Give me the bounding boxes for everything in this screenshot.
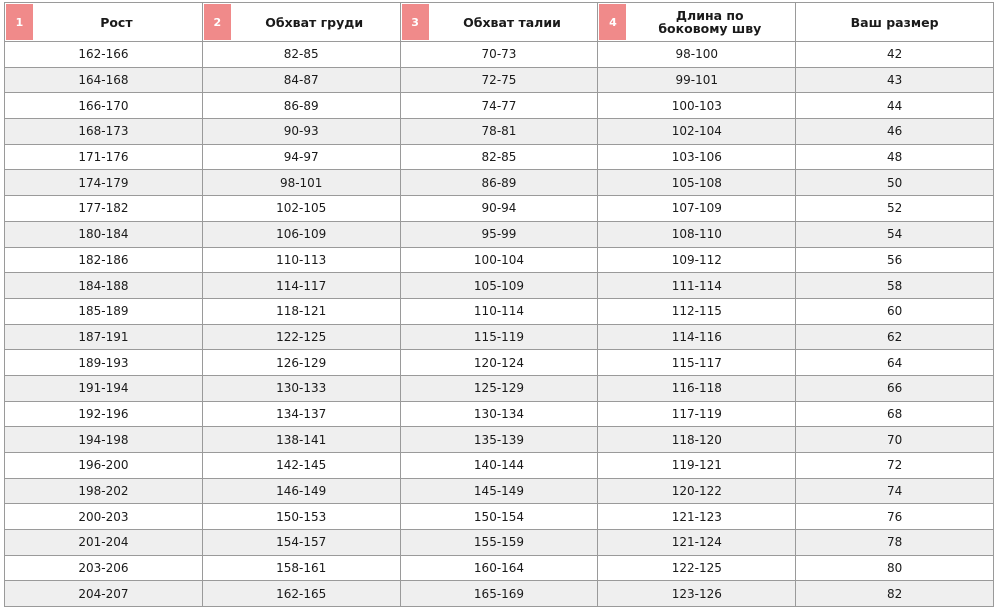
table-row [5, 375, 994, 401]
cell-waist: 120-124 [400, 350, 598, 376]
cell-chest: 122-125 [202, 324, 400, 350]
cell-waist: 150-154 [400, 504, 598, 530]
cell-side-seam: 117-119 [598, 401, 796, 427]
cell-size: 46 [796, 119, 994, 145]
cell-size: 70 [796, 427, 994, 453]
column-header-size [796, 3, 994, 42]
cell-waist: 70-73 [400, 42, 598, 68]
cell-size: 42 [796, 42, 994, 68]
cell-height: 204-207 [5, 581, 203, 607]
cell-size: 80 [796, 555, 994, 581]
cell-side-seam: 109-112 [598, 247, 796, 273]
cell-height: 194-198 [5, 427, 203, 453]
table-body [5, 42, 994, 607]
cell-chest: 84-87 [202, 67, 400, 93]
column-header-waist [400, 3, 598, 42]
cell-size: 72 [796, 453, 994, 479]
table-row [5, 427, 994, 453]
size-chart-table [4, 2, 994, 607]
cell-height: 198-202 [5, 478, 203, 504]
cell-height: 192-196 [5, 401, 203, 427]
cell-side-seam: 98-100 [598, 42, 796, 68]
cell-side-seam: 123-126 [598, 581, 796, 607]
cell-side-seam: 99-101 [598, 67, 796, 93]
cell-chest: 110-113 [202, 247, 400, 273]
cell-side-seam: 102-104 [598, 119, 796, 145]
table-row [5, 119, 994, 145]
cell-waist: 125-129 [400, 375, 598, 401]
cell-height: 182-186 [5, 247, 203, 273]
cell-size: 60 [796, 298, 994, 324]
table-header [5, 3, 994, 42]
cell-height: 184-188 [5, 273, 203, 299]
cell-size: 43 [796, 67, 994, 93]
column-number-badge: 3 [402, 4, 429, 40]
table-row [5, 196, 994, 222]
cell-size: 58 [796, 273, 994, 299]
cell-waist: 155-159 [400, 530, 598, 556]
cell-side-seam: 112-115 [598, 298, 796, 324]
table-row [5, 247, 994, 273]
cell-size: 74 [796, 478, 994, 504]
table-row [5, 93, 994, 119]
column-number-badge: 2 [204, 4, 231, 40]
cell-chest: 142-145 [202, 453, 400, 479]
table-row [5, 581, 994, 607]
cell-chest: 94-97 [202, 144, 400, 170]
cell-side-seam: 100-103 [598, 93, 796, 119]
cell-height: 174-179 [5, 170, 203, 196]
cell-waist: 86-89 [400, 170, 598, 196]
table-row [5, 273, 994, 299]
cell-chest: 98-101 [202, 170, 400, 196]
cell-size: 50 [796, 170, 994, 196]
cell-waist: 145-149 [400, 478, 598, 504]
cell-chest: 134-137 [202, 401, 400, 427]
cell-side-seam: 108-110 [598, 221, 796, 247]
cell-waist: 105-109 [400, 273, 598, 299]
cell-chest: 114-117 [202, 273, 400, 299]
cell-size: 64 [796, 350, 994, 376]
cell-chest: 86-89 [202, 93, 400, 119]
cell-side-seam: 122-125 [598, 555, 796, 581]
header-row [5, 3, 994, 42]
cell-chest: 130-133 [202, 375, 400, 401]
cell-chest: 126-129 [202, 350, 400, 376]
cell-side-seam: 116-118 [598, 375, 796, 401]
cell-size: 66 [796, 375, 994, 401]
table-row [5, 504, 994, 530]
cell-height: 164-168 [5, 67, 203, 93]
cell-height: 171-176 [5, 144, 203, 170]
table-row [5, 221, 994, 247]
cell-height: 185-189 [5, 298, 203, 324]
cell-chest: 82-85 [202, 42, 400, 68]
cell-chest: 150-153 [202, 504, 400, 530]
cell-height: 166-170 [5, 93, 203, 119]
cell-size: 82 [796, 581, 994, 607]
cell-waist: 160-164 [400, 555, 598, 581]
column-number-badge: 4 [599, 4, 626, 40]
column-header-chest [202, 3, 400, 42]
cell-chest: 118-121 [202, 298, 400, 324]
cell-height: 187-191 [5, 324, 203, 350]
table-row [5, 298, 994, 324]
cell-size: 52 [796, 196, 994, 222]
cell-waist: 130-134 [400, 401, 598, 427]
column-header-label: Обхват груди [265, 14, 364, 30]
cell-size: 68 [796, 401, 994, 427]
table-row [5, 144, 994, 170]
cell-height: 191-194 [5, 375, 203, 401]
table-row [5, 401, 994, 427]
table-row [5, 170, 994, 196]
cell-waist: 82-85 [400, 144, 598, 170]
column-number-badge: 1 [6, 4, 33, 40]
cell-side-seam: 111-114 [598, 273, 796, 299]
cell-chest: 162-165 [202, 581, 400, 607]
column-header-label: Ваш размер [850, 14, 939, 30]
cell-waist: 100-104 [400, 247, 598, 273]
cell-side-seam: 107-109 [598, 196, 796, 222]
table-row [5, 555, 994, 581]
cell-side-seam: 121-123 [598, 504, 796, 530]
cell-chest: 106-109 [202, 221, 400, 247]
cell-size: 62 [796, 324, 994, 350]
cell-height: 177-182 [5, 196, 203, 222]
cell-side-seam: 103-106 [598, 144, 796, 170]
cell-waist: 140-144 [400, 453, 598, 479]
cell-size: 56 [796, 247, 994, 273]
cell-chest: 102-105 [202, 196, 400, 222]
cell-chest: 138-141 [202, 427, 400, 453]
cell-waist: 78-81 [400, 119, 598, 145]
column-header-label: Рост [100, 14, 133, 30]
cell-height: 189-193 [5, 350, 203, 376]
cell-waist: 72-75 [400, 67, 598, 93]
column-header-height [5, 3, 203, 42]
table-row [5, 478, 994, 504]
cell-waist: 135-139 [400, 427, 598, 453]
cell-side-seam: 121-124 [598, 530, 796, 556]
cell-side-seam: 105-108 [598, 170, 796, 196]
cell-height: 200-203 [5, 504, 203, 530]
cell-height: 201-204 [5, 530, 203, 556]
cell-chest: 146-149 [202, 478, 400, 504]
table-row [5, 67, 994, 93]
cell-size: 44 [796, 93, 994, 119]
column-header-side-seam [598, 3, 796, 42]
cell-side-seam: 115-117 [598, 350, 796, 376]
cell-height: 203-206 [5, 555, 203, 581]
cell-waist: 115-119 [400, 324, 598, 350]
table-row [5, 453, 994, 479]
cell-waist: 74-77 [400, 93, 598, 119]
cell-height: 162-166 [5, 42, 203, 68]
cell-waist: 95-99 [400, 221, 598, 247]
table-row [5, 42, 994, 68]
cell-size: 78 [796, 530, 994, 556]
cell-side-seam: 118-120 [598, 427, 796, 453]
table-row [5, 324, 994, 350]
cell-size: 76 [796, 504, 994, 530]
cell-height: 168-173 [5, 119, 203, 145]
table-row [5, 350, 994, 376]
cell-side-seam: 114-116 [598, 324, 796, 350]
cell-chest: 158-161 [202, 555, 400, 581]
table-row [5, 530, 994, 556]
cell-waist: 110-114 [400, 298, 598, 324]
cell-height: 196-200 [5, 453, 203, 479]
cell-size: 48 [796, 144, 994, 170]
cell-chest: 90-93 [202, 119, 400, 145]
cell-waist: 90-94 [400, 196, 598, 222]
column-header-label: Длина по боковому шву [658, 8, 762, 36]
cell-size: 54 [796, 221, 994, 247]
column-header-label: Обхват талии [463, 14, 561, 30]
cell-waist: 165-169 [400, 581, 598, 607]
cell-side-seam: 119-121 [598, 453, 796, 479]
cell-side-seam: 120-122 [598, 478, 796, 504]
cell-height: 180-184 [5, 221, 203, 247]
cell-chest: 154-157 [202, 530, 400, 556]
